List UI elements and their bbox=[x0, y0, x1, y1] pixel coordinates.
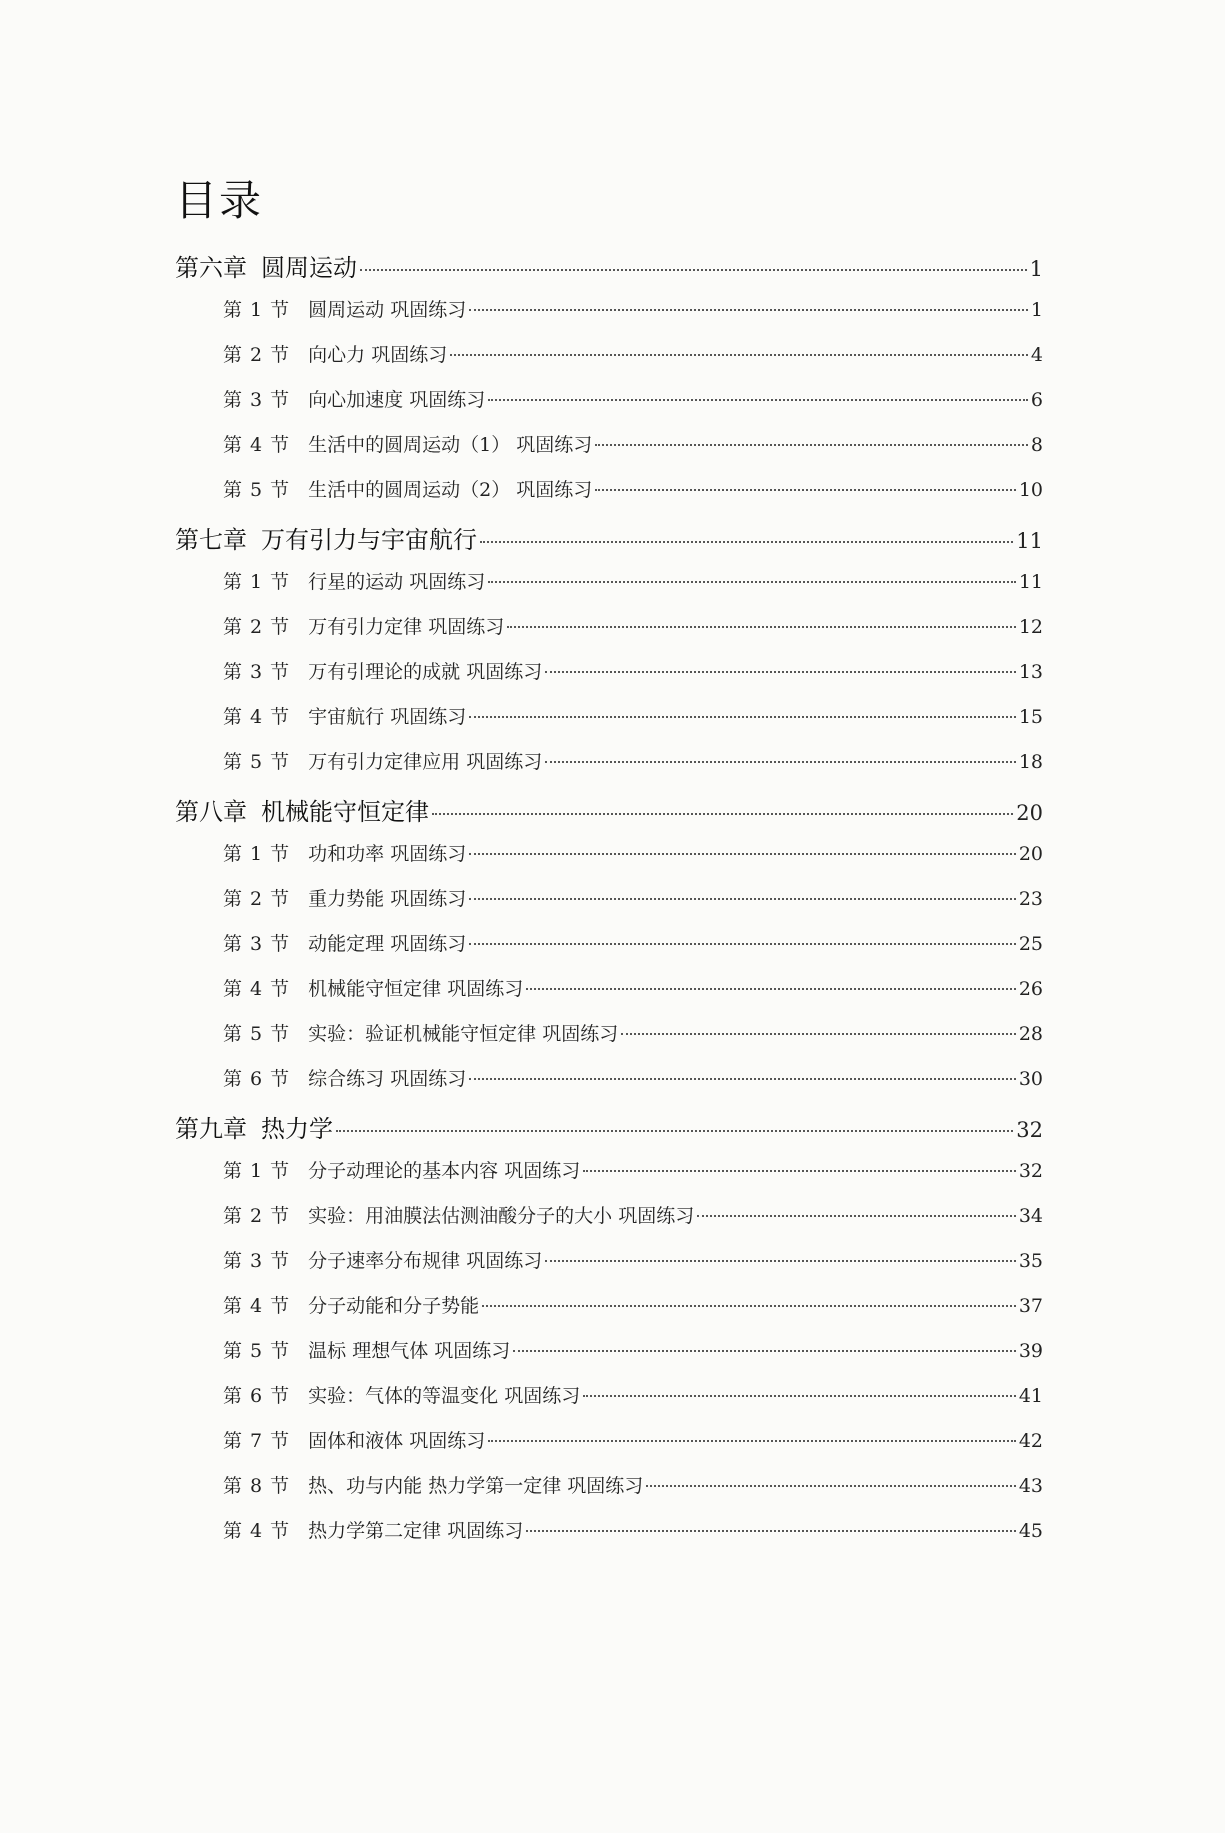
toc-section-entry[interactable] bbox=[175, 1336, 1043, 1381]
dot-leader bbox=[482, 1305, 1016, 1307]
section-number: 第 1 节 bbox=[223, 571, 291, 593]
section-number: 第 2 节 bbox=[223, 616, 291, 638]
section-page-number: 45 bbox=[1018, 1520, 1043, 1542]
dot-leader bbox=[595, 444, 1028, 446]
dot-leader bbox=[450, 354, 1028, 356]
section-title: 综合练习 巩固练习 bbox=[308, 1068, 467, 1090]
section-page-number: 28 bbox=[1018, 1023, 1043, 1045]
dot-leader bbox=[595, 489, 1016, 491]
section-title: 热、功与内能 热力学第一定律 巩固练习 bbox=[308, 1475, 644, 1497]
toc-section-entry[interactable] bbox=[175, 884, 1043, 929]
toc-section-entry[interactable] bbox=[175, 1246, 1043, 1291]
section-number: 第 2 节 bbox=[223, 1205, 291, 1227]
section-page-number: 11 bbox=[1018, 571, 1043, 593]
section-title: 向心加速度 巩固练习 bbox=[308, 389, 486, 411]
section-title: 宇宙航行 巩固练习 bbox=[308, 706, 467, 728]
section-number: 第 1 节 bbox=[223, 843, 291, 865]
dot-leader bbox=[526, 988, 1016, 990]
section-number: 第 5 节 bbox=[223, 1340, 291, 1362]
section-title: 生活中的圆周运动（1） 巩固练习 bbox=[308, 434, 593, 456]
dot-leader bbox=[507, 626, 1016, 628]
toc-section-entry[interactable] bbox=[175, 385, 1043, 430]
section-page-number: 4 bbox=[1030, 344, 1043, 366]
toc-section-entry[interactable] bbox=[175, 1381, 1043, 1426]
chapter-page-number: 1 bbox=[1029, 257, 1043, 281]
toc-chapter-entry[interactable] bbox=[175, 792, 1043, 839]
section-page-number: 18 bbox=[1018, 751, 1043, 773]
toc-section-entry[interactable] bbox=[175, 567, 1043, 612]
section-number: 第 2 节 bbox=[223, 344, 291, 366]
dot-leader bbox=[488, 581, 1016, 583]
toc-section-entry[interactable] bbox=[175, 612, 1043, 657]
dot-leader bbox=[583, 1395, 1016, 1397]
section-page-number: 30 bbox=[1018, 1068, 1043, 1090]
section-number: 第 3 节 bbox=[223, 661, 291, 683]
section-page-number: 12 bbox=[1018, 616, 1043, 638]
section-page-number: 39 bbox=[1018, 1340, 1043, 1362]
chapter-page-number: 32 bbox=[1016, 1118, 1043, 1142]
section-number: 第 5 节 bbox=[223, 479, 291, 501]
chapter-page-number: 20 bbox=[1016, 801, 1043, 825]
section-title: 功和功率 巩固练习 bbox=[308, 843, 467, 865]
section-number: 第 1 节 bbox=[223, 1160, 291, 1182]
toc-section-entry[interactable] bbox=[175, 340, 1043, 385]
dot-leader bbox=[480, 541, 1013, 543]
section-number: 第 2 节 bbox=[223, 888, 291, 910]
section-number: 第 1 节 bbox=[223, 299, 291, 321]
toc-section-entry[interactable] bbox=[175, 974, 1043, 1019]
section-page-number: 35 bbox=[1018, 1250, 1043, 1272]
dot-leader bbox=[488, 1440, 1016, 1442]
chapter-title: 热力学 bbox=[261, 1115, 333, 1143]
section-page-number: 32 bbox=[1018, 1160, 1043, 1182]
dot-leader bbox=[621, 1033, 1016, 1035]
section-number: 第 3 节 bbox=[223, 933, 291, 955]
dot-leader bbox=[526, 1530, 1016, 1532]
section-number: 第 3 节 bbox=[223, 1250, 291, 1272]
section-page-number: 6 bbox=[1030, 389, 1043, 411]
section-title: 实验：用油膜法估测油酸分子的大小 巩固练习 bbox=[308, 1205, 695, 1227]
section-number: 第 4 节 bbox=[223, 978, 291, 1000]
toc-section-entry[interactable] bbox=[175, 1201, 1043, 1246]
section-number: 第 6 节 bbox=[223, 1068, 291, 1090]
section-title: 万有引力定律 巩固练习 bbox=[308, 616, 505, 638]
chapter-title: 圆周运动 bbox=[261, 254, 357, 282]
chapter-number: 第六章 bbox=[175, 254, 247, 282]
section-page-number: 23 bbox=[1018, 888, 1043, 910]
dot-leader bbox=[545, 671, 1016, 673]
chapter-page-number: 11 bbox=[1016, 529, 1043, 553]
section-number: 第 5 节 bbox=[223, 751, 291, 773]
dot-leader bbox=[646, 1485, 1016, 1487]
toc-chapter-entry[interactable] bbox=[175, 520, 1043, 567]
section-number: 第 4 节 bbox=[223, 434, 291, 456]
section-title: 实验：验证机械能守恒定律 巩固练习 bbox=[308, 1023, 619, 1045]
section-title: 温标 理想气体 巩固练习 bbox=[308, 1340, 511, 1362]
dot-leader bbox=[432, 813, 1013, 815]
toc-section-entry[interactable] bbox=[175, 702, 1043, 747]
toc-section-entry[interactable] bbox=[175, 1291, 1043, 1336]
section-page-number: 26 bbox=[1018, 978, 1043, 1000]
section-title: 重力势能 巩固练习 bbox=[308, 888, 467, 910]
dot-leader bbox=[545, 1260, 1016, 1262]
toc-section-entry[interactable] bbox=[175, 1471, 1043, 1516]
section-page-number: 20 bbox=[1018, 843, 1043, 865]
dot-leader bbox=[469, 1078, 1016, 1080]
section-number: 第 7 节 bbox=[223, 1430, 291, 1452]
section-number: 第 3 节 bbox=[223, 389, 291, 411]
table-of-contents bbox=[175, 248, 1043, 1561]
section-number: 第 8 节 bbox=[223, 1475, 291, 1497]
section-title: 热力学第二定律 巩固练习 bbox=[308, 1520, 524, 1542]
toc-section-entry[interactable] bbox=[175, 295, 1043, 340]
section-page-number: 15 bbox=[1018, 706, 1043, 728]
dot-leader bbox=[469, 898, 1016, 900]
chapter-number: 第七章 bbox=[175, 526, 247, 554]
section-title: 万有引力定律应用 巩固练习 bbox=[308, 751, 543, 773]
dot-leader bbox=[469, 853, 1016, 855]
dot-leader bbox=[697, 1215, 1016, 1217]
chapter-title: 万有引力与宇宙航行 bbox=[261, 526, 477, 554]
section-page-number: 37 bbox=[1018, 1295, 1043, 1317]
dot-leader bbox=[513, 1350, 1016, 1352]
section-page-number: 43 bbox=[1018, 1475, 1043, 1497]
section-number: 第 4 节 bbox=[223, 706, 291, 728]
toc-chapter-entry[interactable] bbox=[175, 248, 1043, 295]
dot-leader bbox=[545, 761, 1016, 763]
section-title: 机械能守恒定律 巩固练习 bbox=[308, 978, 524, 1000]
section-number: 第 4 节 bbox=[223, 1520, 291, 1542]
toc-section-entry[interactable] bbox=[175, 839, 1043, 884]
toc-section-entry[interactable] bbox=[175, 657, 1043, 702]
toc-section-entry[interactable] bbox=[175, 1426, 1043, 1471]
section-page-number: 8 bbox=[1030, 434, 1043, 456]
section-title: 分子动理论的基本内容 巩固练习 bbox=[308, 1160, 581, 1182]
section-number: 第 6 节 bbox=[223, 1385, 291, 1407]
dot-leader bbox=[583, 1170, 1016, 1172]
toc-section-entry[interactable] bbox=[175, 747, 1043, 792]
section-title: 生活中的圆周运动（2） 巩固练习 bbox=[308, 479, 593, 501]
toc-section-entry[interactable] bbox=[175, 430, 1043, 475]
toc-title: 目录 bbox=[175, 176, 264, 225]
dot-leader bbox=[488, 399, 1028, 401]
section-title: 圆周运动 巩固练习 bbox=[308, 299, 467, 321]
toc-section-entry[interactable] bbox=[175, 929, 1043, 974]
dot-leader bbox=[469, 716, 1016, 718]
dot-leader bbox=[360, 269, 1027, 271]
dot-leader bbox=[336, 1130, 1013, 1132]
section-title: 行星的运动 巩固练习 bbox=[308, 571, 486, 593]
section-title: 万有引理论的成就 巩固练习 bbox=[308, 661, 543, 683]
section-title: 向心力 巩固练习 bbox=[308, 344, 448, 366]
chapter-number: 第八章 bbox=[175, 798, 247, 826]
section-title: 分子速率分布规律 巩固练习 bbox=[308, 1250, 543, 1272]
toc-chapter-entry[interactable] bbox=[175, 1109, 1043, 1156]
chapter-number: 第九章 bbox=[175, 1115, 247, 1143]
toc-section-entry[interactable] bbox=[175, 1156, 1043, 1201]
section-page-number: 41 bbox=[1018, 1385, 1043, 1407]
section-number: 第 4 节 bbox=[223, 1295, 291, 1317]
chapter-title: 机械能守恒定律 bbox=[261, 798, 429, 826]
section-title: 固体和液体 巩固练习 bbox=[308, 1430, 486, 1452]
section-page-number: 10 bbox=[1018, 479, 1043, 501]
toc-section-entry[interactable] bbox=[175, 475, 1043, 520]
section-page-number: 42 bbox=[1018, 1430, 1043, 1452]
dot-leader bbox=[469, 309, 1028, 311]
toc-section-entry[interactable] bbox=[175, 1064, 1043, 1109]
section-page-number: 13 bbox=[1018, 661, 1043, 683]
toc-section-entry[interactable] bbox=[175, 1516, 1043, 1561]
section-title: 动能定理 巩固练习 bbox=[308, 933, 467, 955]
section-title: 分子动能和分子势能 bbox=[308, 1295, 480, 1317]
section-title: 实验：气体的等温变化 巩固练习 bbox=[308, 1385, 581, 1407]
toc-section-entry[interactable] bbox=[175, 1019, 1043, 1064]
section-page-number: 34 bbox=[1018, 1205, 1043, 1227]
section-page-number: 1 bbox=[1030, 299, 1043, 321]
dot-leader bbox=[469, 943, 1016, 945]
section-number: 第 5 节 bbox=[223, 1023, 291, 1045]
section-page-number: 25 bbox=[1018, 933, 1043, 955]
